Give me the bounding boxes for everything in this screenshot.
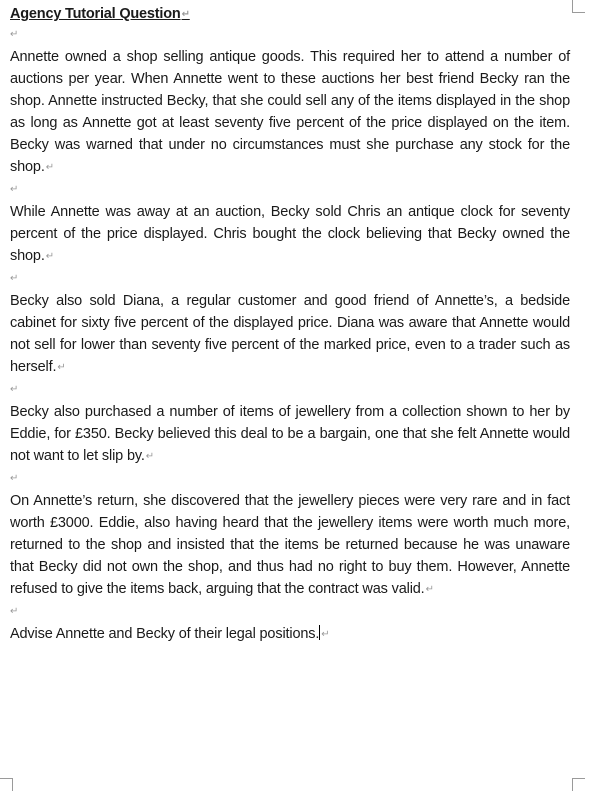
paragraph-mark-icon: ↵ <box>321 629 330 640</box>
paragraph-mark-icon: ↵ <box>10 606 19 617</box>
paragraph-mark-icon: ↵ <box>45 162 54 173</box>
empty-paragraph[interactable] <box>10 179 570 201</box>
paragraph-mark-icon: ↵ <box>10 184 19 195</box>
paragraph-mark-icon: ↵ <box>10 473 19 484</box>
paragraph-text: Annette owned a shop selling antique goods. This required her to attend a number of auctions per year. When Annette went to these auctions her best friend Becky ran the shop. Annette instructed Becky, that she could sell any of the items displayed in the shop as long as Annette got at least seventy five percent of the price displayed on the item. Becky was warned that under no circumstances must she purchase any stock for the shop. <box>10 49 570 175</box>
paragraph-text: Becky also sold Diana, a regular customer and good friend of Annette’s, a bedside cabinet for sixty five percent of the displayed price. Diana was aware that Annette would not sell for lower than seventy five percent of the marked price, even to a trader such as herself. <box>10 293 570 375</box>
crop-mark-bottom-right <box>572 778 585 791</box>
paragraph-mark-icon: ↵ <box>10 29 19 40</box>
title-text: Agency Tutorial Question <box>10 6 181 22</box>
paragraph-mark-icon: ↵ <box>181 9 190 20</box>
paragraph-mark-icon: ↵ <box>45 251 54 262</box>
document-title[interactable] <box>10 4 570 24</box>
paragraph-6[interactable] <box>10 623 570 646</box>
empty-paragraph[interactable] <box>10 379 570 401</box>
empty-paragraph[interactable] <box>10 24 570 46</box>
paragraph-3[interactable] <box>10 290 570 379</box>
paragraph-text: While Annette was away at an auction, Becky sold Chris an antique clock for seventy percent of the price displayed. Chris bought the clock believing that Becky owned the shop. <box>10 204 570 264</box>
crop-mark-bottom-left <box>0 778 13 791</box>
paragraph-5[interactable] <box>10 490 570 601</box>
empty-paragraph[interactable] <box>10 601 570 623</box>
crop-mark-top-right <box>572 0 585 13</box>
paragraph-mark-icon: ↵ <box>145 451 154 462</box>
paragraph-text: Becky also purchased a number of items of jewellery from a collection shown to her by Eddie, for £350. Becky believed this deal to be a bargain, one that she felt Annette would not want to let slip by. <box>10 404 570 464</box>
paragraph-text: Advise Annette and Becky of their legal positions. <box>10 626 320 642</box>
paragraph-text: On Annette’s return, she discovered that the jewellery pieces were very rare and in fact worth £3000. Eddie, also having heard that the jewellery items were worth much more, returned to the shop and insisted that the items be returned because he was unaware that Becky did not own the shop, and thus had no right to buy them. However, Annette refused to give the items back, arguing that the contract was valid. <box>10 493 570 597</box>
paragraph-mark-icon: ↵ <box>10 273 19 284</box>
paragraph-4[interactable] <box>10 401 570 468</box>
document-body[interactable] <box>10 4 570 646</box>
paragraph-1[interactable] <box>10 46 570 179</box>
paragraph-mark-icon: ↵ <box>10 384 19 395</box>
paragraph-mark-icon: ↵ <box>57 362 66 373</box>
paragraph-mark-icon: ↵ <box>425 584 434 595</box>
empty-paragraph[interactable] <box>10 468 570 490</box>
empty-paragraph[interactable] <box>10 268 570 290</box>
paragraph-2[interactable] <box>10 201 570 268</box>
